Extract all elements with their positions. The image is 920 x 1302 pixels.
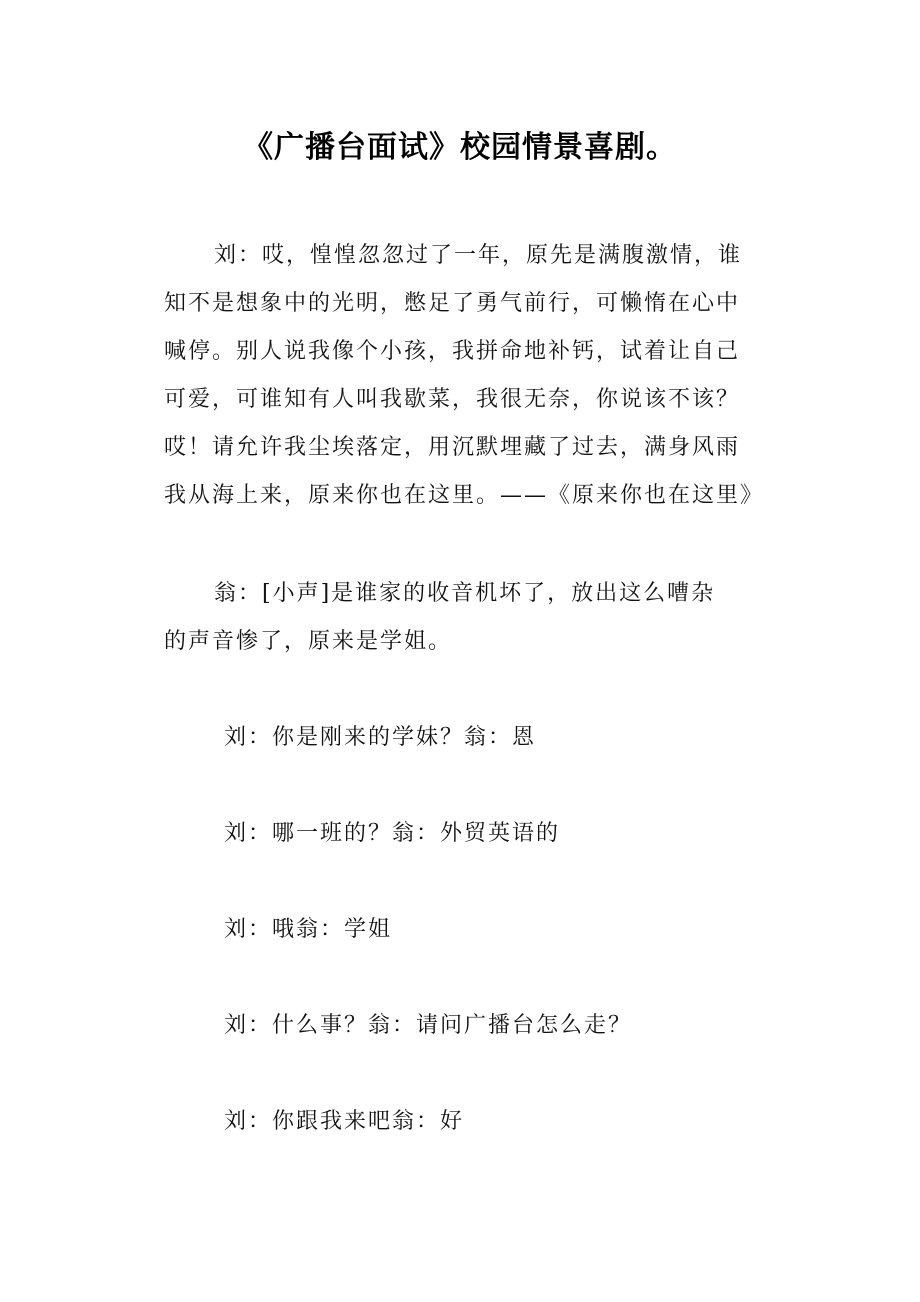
document-title: 《广播台面试》校园情景喜剧。: [243, 130, 677, 165]
dialogue-line: 刘：你是刚来的学妹？翁：恩: [224, 725, 537, 750]
paragraph-line: 刘：哎，惶惶忽忽过了一年，原先是满腹激情，谁: [214, 243, 743, 268]
paragraph-line: 哎！请允许我尘埃落定，用沉默埋藏了过去，满身风雨: [164, 435, 741, 460]
dialogue-line: 刘：哪一班的？翁：外贸英语的: [224, 821, 561, 846]
paragraph-line: 知不是想象中的光明，憋足了勇气前行，可懒惰在心中: [164, 291, 741, 316]
paragraph-line: 翁：[小声]是谁家的收音机坏了，放出这么嘈杂: [214, 581, 716, 606]
paragraph-line: 我从海上来，原来你也在这里。——《原来你也在这里》: [164, 483, 765, 508]
dialogue-line: 刘：什么事？翁：请问广播台怎么走？: [224, 1013, 633, 1038]
dialogue-line: 刘：你跟我来吧翁：好: [224, 1109, 465, 1134]
paragraph-line: 的声音惨了，原来是学姐。: [164, 629, 453, 654]
paragraph-liu-opening: [164, 232, 780, 520]
paragraph-line: 可爱，可谁知有人叫我歇菜，我很无奈，你说该不该？: [164, 387, 741, 412]
paragraph-line: 喊停。别人说我像个小孩，我拼命地补钙，试着让自己: [164, 339, 741, 364]
paragraph-weng-reply: [164, 570, 780, 666]
dialogue-line: 刘：哦翁：学姐: [224, 917, 393, 942]
